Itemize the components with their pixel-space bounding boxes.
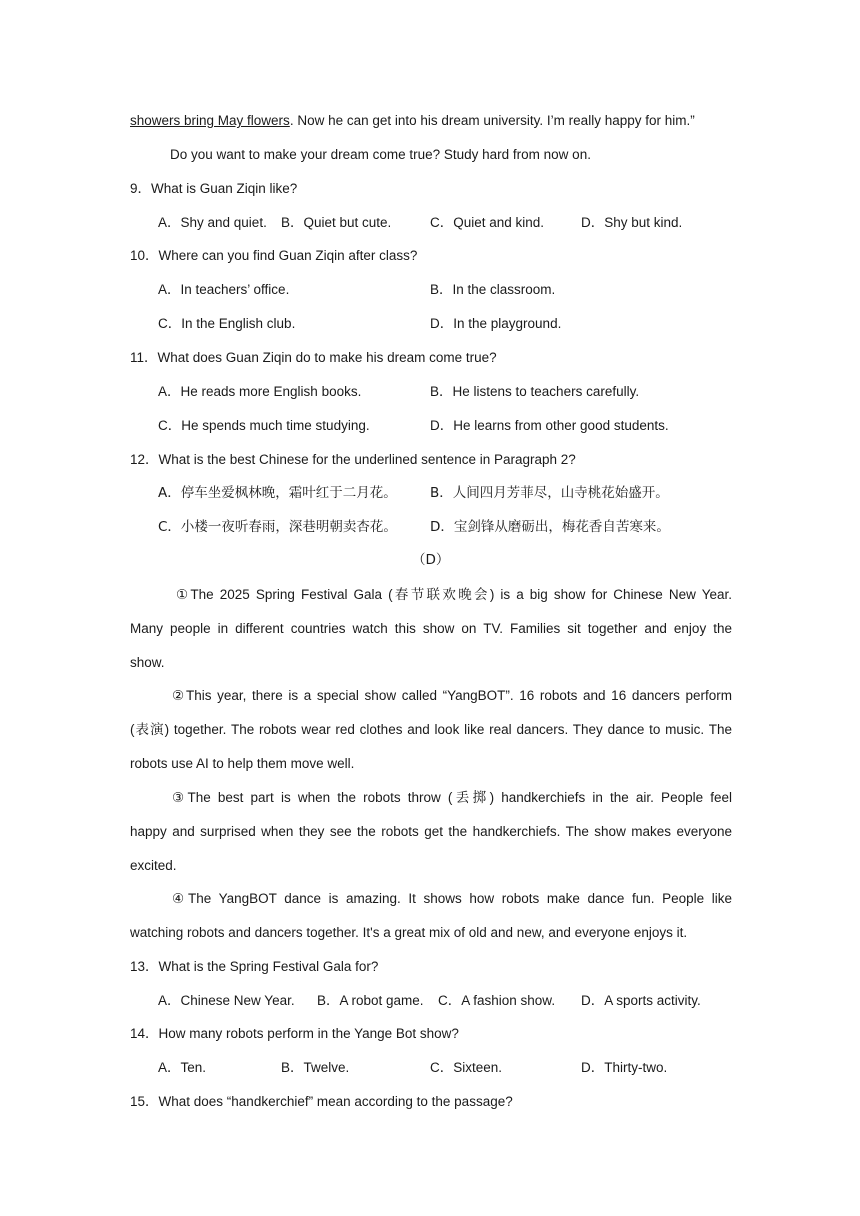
intro-line-1 [130,112,695,130]
p3-line-1: ③The best part is when the robots throw (丢掷) handkerchiefs in the air. People feel [172,790,732,805]
q12-option-b[interactable]: B．人间四月芳菲尽，山寺桃花始盛开。 [430,485,669,501]
p4-line-2: watching robots and dancers together. It's a great mix of old and new, and everyone enjoys it. [130,925,688,940]
q12-option-c[interactable]: C．小楼一夜听春雨，深巷明朝卖杏花。 [158,519,397,535]
q9-option-b[interactable]: B．Quiet but cute. [281,215,392,230]
p2-line-2: (表演) together. The robots wear red clothes and look like real dancers. They dance to music. The [130,722,732,737]
intro-rest: . Now he can get into his dream university. I’m really happy for him.” [289,113,695,128]
question-15-stem: 15．What does “handkerchief” mean according to the passage? [130,1094,513,1109]
p2-line-1: ②This year, there is a special show called “YangBOT”. 16 robots and 16 dancers perform [172,688,732,703]
q9-option-c[interactable]: C．Quiet and kind. [430,215,545,230]
section-d-heading: （D） [412,552,450,568]
q11-option-d[interactable]: D．He learns from other good students. [430,418,669,433]
q14-option-c[interactable]: C．Sixteen. [430,1060,503,1075]
q14-option-b[interactable]: B．Twelve. [281,1060,350,1075]
q12-option-d[interactable]: D．宝剑锋从磨砺出，梅花香自苦寒来。 [430,519,670,535]
q13-option-d[interactable]: D．A sports activity. [581,993,701,1008]
q13-option-b[interactable]: B．A robot game. [317,993,424,1008]
p2-line-3: robots use AI to help them move well. [130,756,355,771]
p1-line-3: show. [130,655,165,670]
q9-option-d[interactable]: D．Shy but kind. [581,215,683,230]
question-10-stem: 10．Where can you find Guan Ziqin after class? [130,248,418,263]
q10-option-b[interactable]: B．In the classroom. [430,282,556,297]
q11-option-b[interactable]: B．He listens to teachers carefully. [430,384,640,399]
p3-line-2: happy and surprised when they see the robots get the handkerchiefs. The show makes everyone [130,824,732,839]
q9-option-a[interactable]: A．Shy and quiet. [158,215,267,230]
p1-line-2: Many people in different countries watch this show on TV. Families sit together and enjoy the [130,621,732,636]
p1-line-1: ①The 2025 Spring Festival Gala (春节联欢晚会) is a big show for Chinese New Year. [176,587,732,602]
intro-line-2: Do you want to make your dream come true? Study hard from now on. [170,147,591,162]
p3-line-3: excited. [130,858,177,873]
q10-option-a[interactable]: A．In teachers’ office. [158,282,290,297]
q10-option-d[interactable]: D．In the playground. [430,316,562,331]
question-9-stem: 9．What is Guan Ziqin like? [130,181,298,196]
p3-marker: ③ [172,790,188,805]
p1-marker: ① [176,587,191,602]
p4-line-1: ④The YangBOT dance is amazing. It shows how robots make dance fun. People like [172,891,732,906]
p2-marker: ② [172,688,186,703]
q14-option-d[interactable]: D．Thirty-two. [581,1060,668,1075]
q12-option-a[interactable]: A．停车坐爱枫林晚，霜叶红于二月花。 [158,485,397,501]
q10-option-c[interactable]: C．In the English club. [158,316,296,331]
question-13-stem: 13．What is the Spring Festival Gala for? [130,959,379,974]
question-11-stem: 11．What does Guan Ziqin do to make his dream come true? [130,350,497,365]
p4-marker: ④ [172,891,188,906]
q13-option-c[interactable]: C．A fashion show. [438,993,556,1008]
question-12-stem: 12．What is the best Chinese for the underlined sentence in Paragraph 2? [130,452,576,467]
question-14-stem: 14．How many robots perform in the Yange Bot show? [130,1026,459,1041]
q14-option-a[interactable]: A．Ten. [158,1060,207,1075]
q11-option-c[interactable]: C．He spends much time studying. [158,418,370,433]
q11-option-a[interactable]: A．He reads more English books. [158,384,362,399]
underlined-sentence: showers bring May flowers [130,113,290,128]
q13-option-a[interactable]: A．Chinese New Year. [158,993,295,1008]
